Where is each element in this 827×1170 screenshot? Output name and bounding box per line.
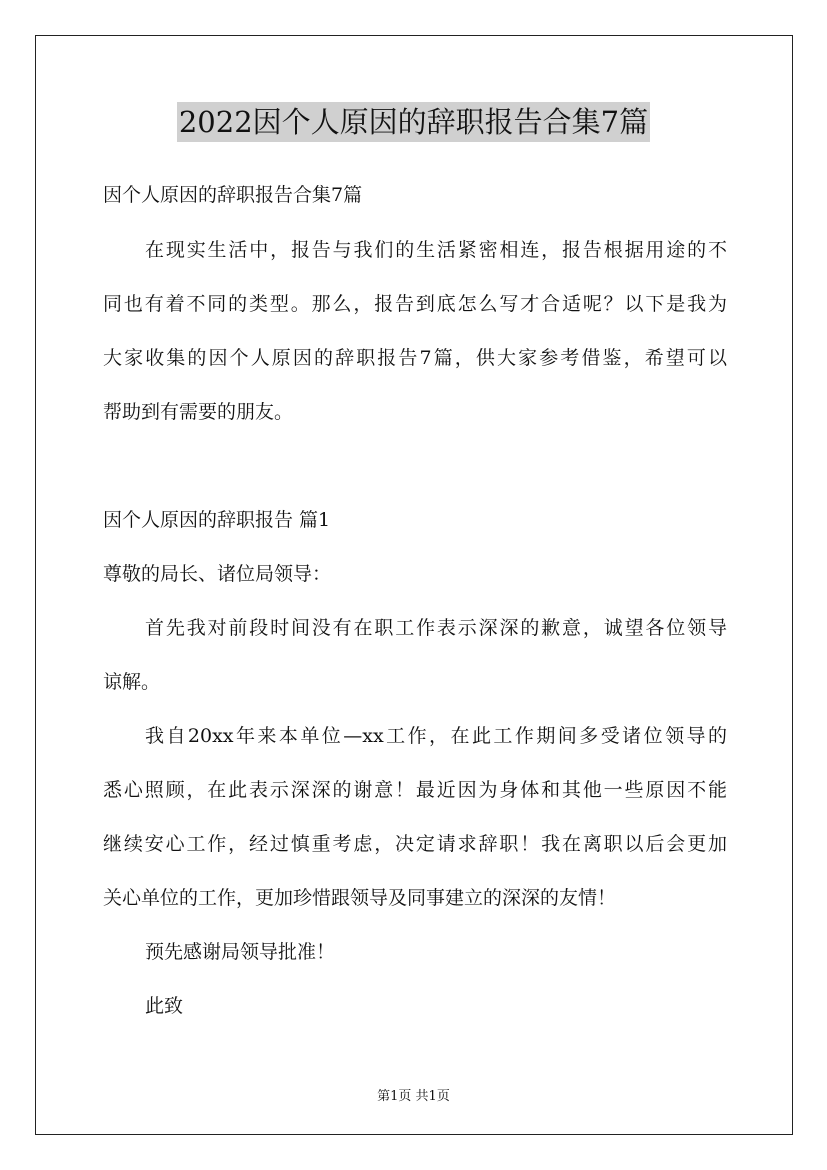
para2-line-3: 继续安心工作，经过慎重考虑，决定请求辞职！我在离职以后会更加 xyxy=(103,833,727,855)
page-number: 第1页 共1页 xyxy=(377,1089,450,1104)
document-subtitle: 因个人原因的辞职报告合集7篇 xyxy=(103,184,363,206)
document-title: 2022因个人原因的辞职报告合集7篇 xyxy=(177,102,650,142)
para1-line-2: 谅解。 xyxy=(103,671,161,693)
para2-line-4: 关心单位的工作，更加珍惜跟领导及同事建立的深深的友情！ xyxy=(103,887,617,909)
salutation: 尊敬的局长、诸位局领导： xyxy=(103,563,332,585)
para2-line-2: 悉心照顾，在此表示深深的谢意！最近因为身体和其他一些原因不能 xyxy=(103,779,727,801)
section-heading: 因个人原因的辞职报告 篇1 xyxy=(103,509,331,531)
para3: 预先感谢局领导批准！ xyxy=(145,941,336,963)
para2-line-1: 我自20xx年来本单位—xx工作，在此工作期间多受诸位领导的 xyxy=(145,725,727,747)
intro-line-3: 大家收集的因个人原因的辞职报告7篇，供大家参考借鉴，希望可以 xyxy=(103,347,727,369)
intro-line-2: 同也有着不同的类型。那么，报告到底怎么写才合适呢？以下是我为 xyxy=(103,293,727,315)
title-container xyxy=(0,102,827,142)
para1-line-1: 首先我对前段时间没有在职工作表示深深的歉意，诚望各位领导 xyxy=(145,617,727,639)
intro-line-1: 在现实生活中，报告与我们的生活紧密相连，报告根据用途的不 xyxy=(145,239,727,261)
intro-line-4: 帮助到有需要的朋友。 xyxy=(103,401,294,423)
closing: 此致 xyxy=(145,995,184,1017)
